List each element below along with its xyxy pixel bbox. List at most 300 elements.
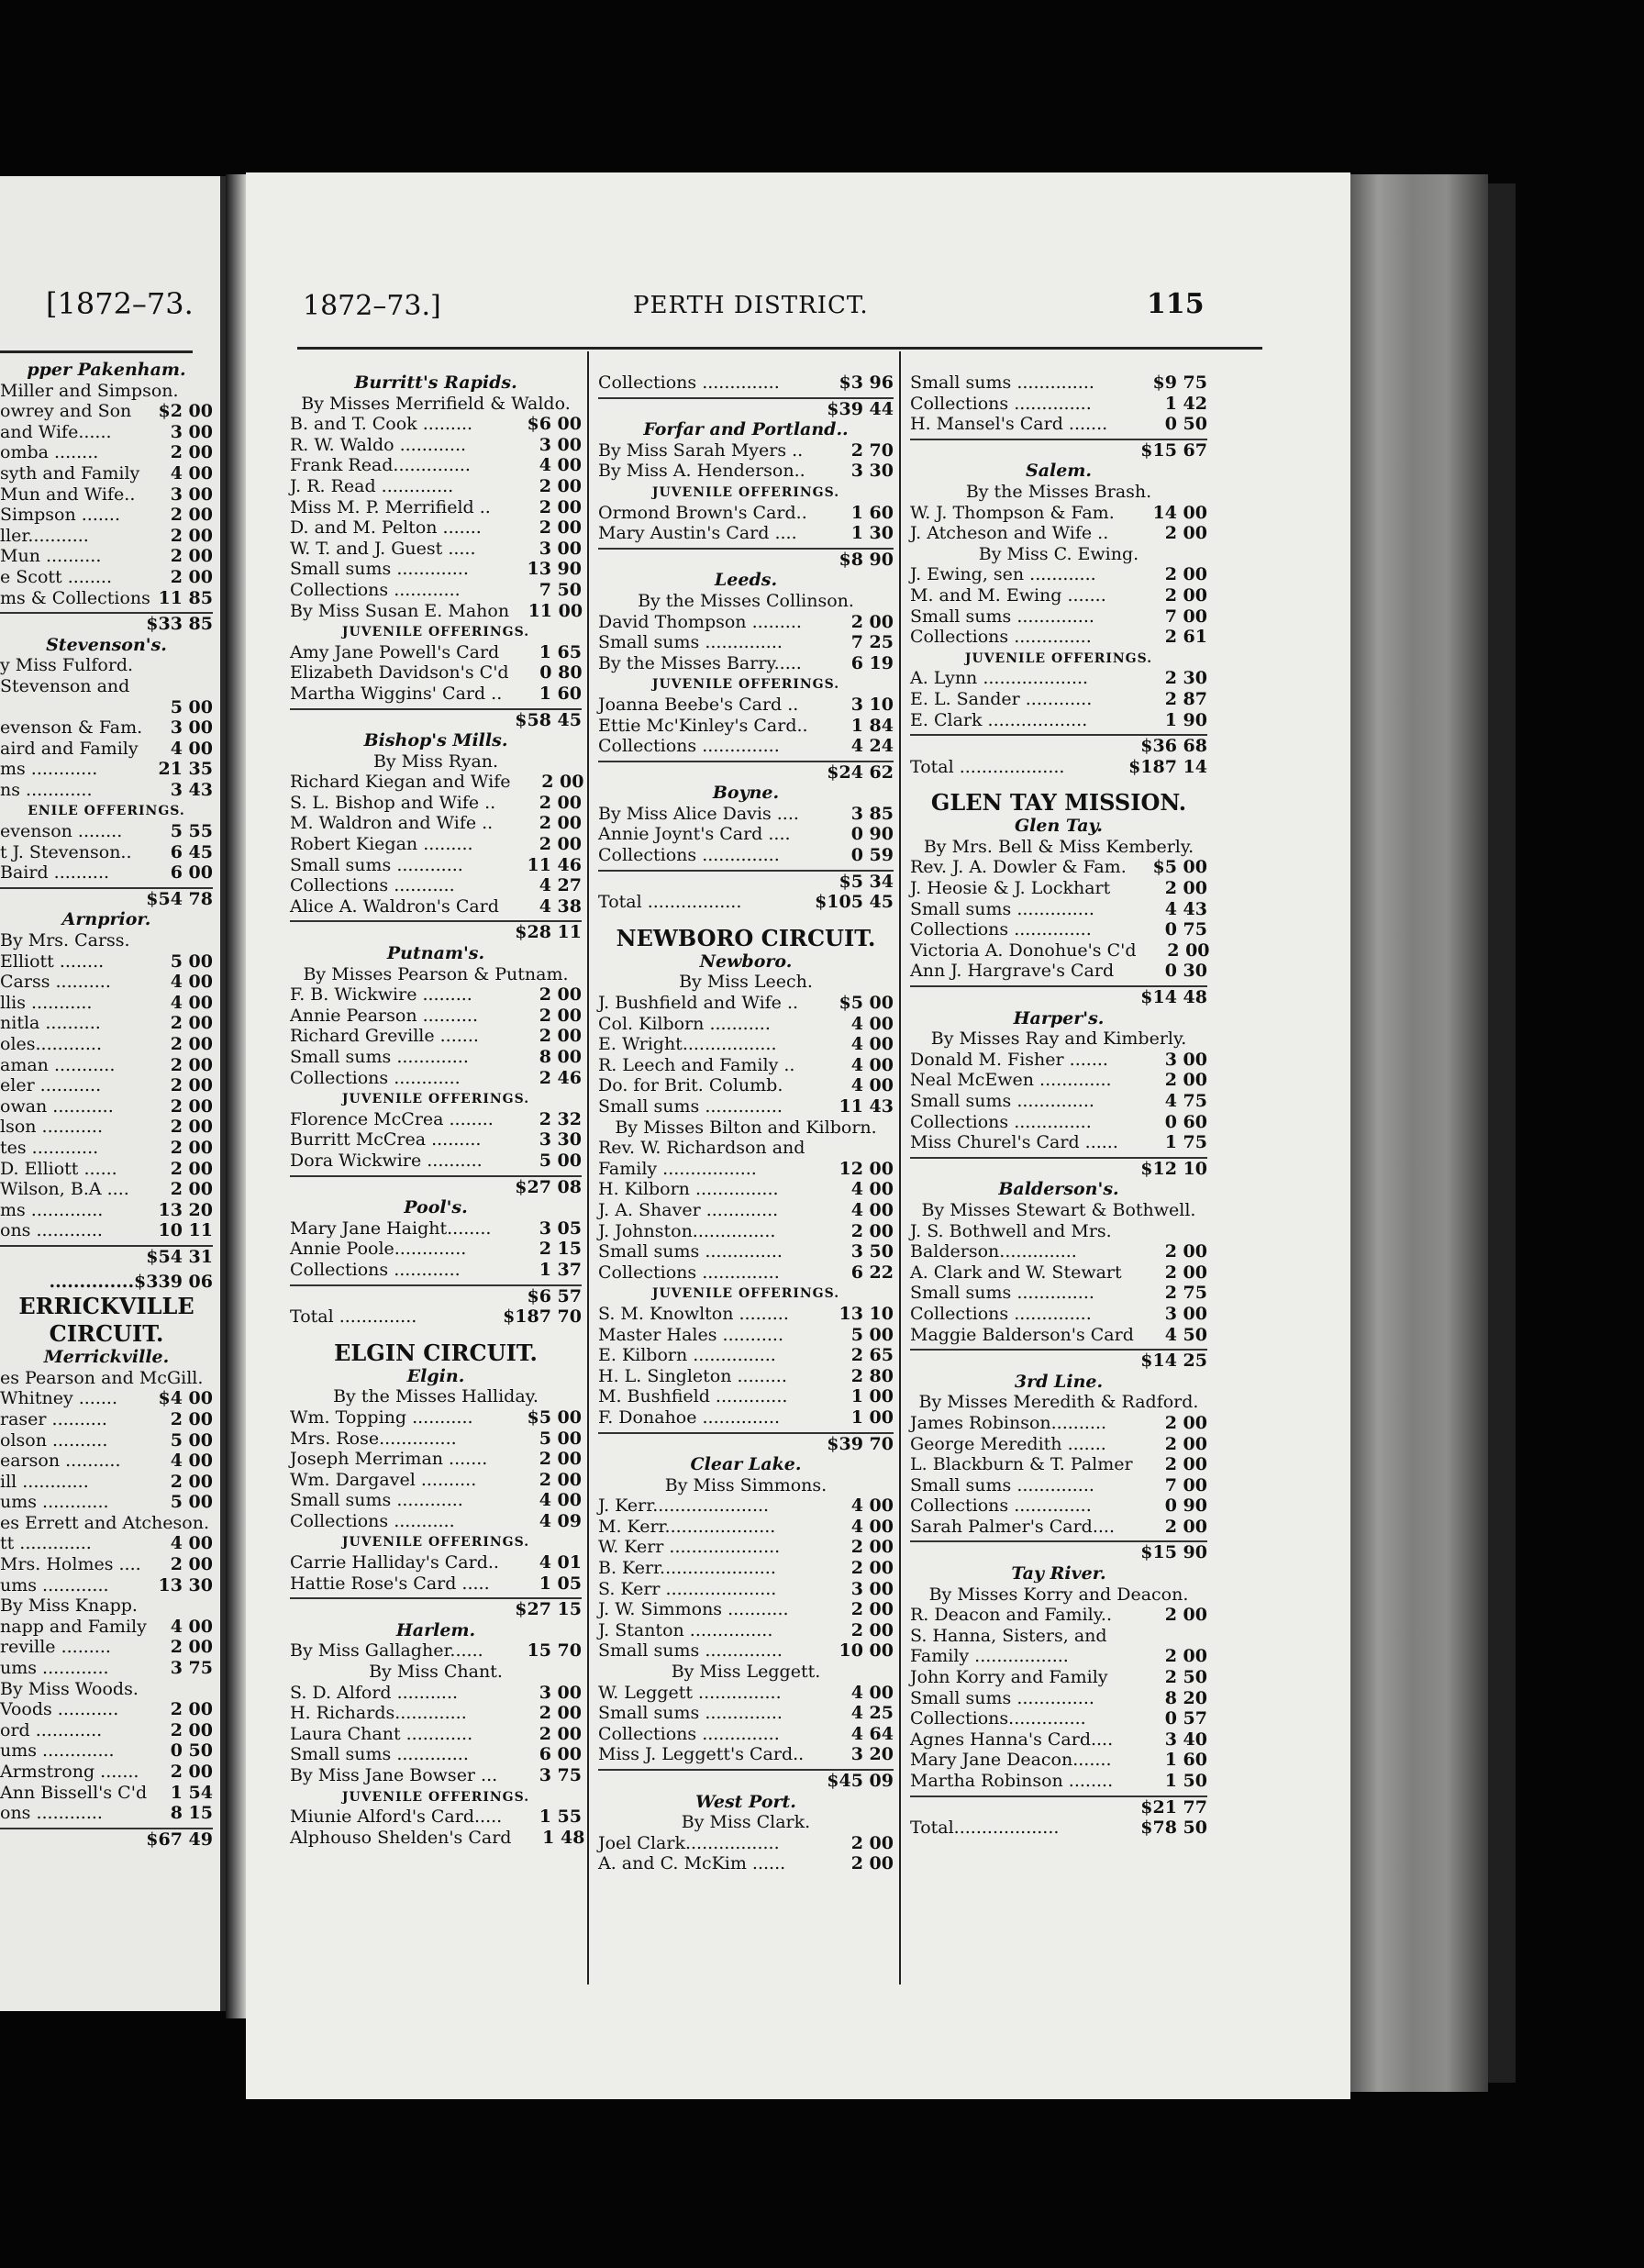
entry-row xyxy=(598,1517,894,1538)
entry-label: Miss J. Leggett's Card.. xyxy=(598,1744,805,1765)
entry-label: B. Kerr..................... xyxy=(598,1558,776,1579)
entry-amount: 3 30 xyxy=(539,1129,582,1151)
entry-row xyxy=(598,1241,894,1262)
entry-label: By Miss Susan E. Mahon xyxy=(290,600,510,621)
entry-label: Small sums .............. xyxy=(598,1703,783,1724)
entry-label: Miss Churel's Card ...... xyxy=(910,1132,1118,1153)
entry-amount: 0 90 xyxy=(850,824,894,845)
entry-label: J. Bushfield and Wife .. xyxy=(598,993,799,1014)
entry-label: Master Hales ........... xyxy=(598,1324,783,1345)
collector-line: By Misses Korry and Deacon. xyxy=(928,1584,1189,1605)
entry-row xyxy=(598,1014,894,1035)
entry-amount: 3 75 xyxy=(539,1765,582,1785)
entry-label: llis ........... xyxy=(0,992,93,1013)
entry-amount: 2 00 xyxy=(170,1699,213,1720)
entry-label: J. Heosie & J. Lockhart xyxy=(910,878,1111,899)
entry-row xyxy=(598,716,894,737)
entry-amount: $67 49 xyxy=(146,1829,213,1850)
entry-label: Mun and Wife.. xyxy=(0,484,136,505)
entry-row xyxy=(910,1750,1207,1771)
entry-label: Ann Bissell's C'd xyxy=(0,1782,148,1803)
entry-amount: $24 62 xyxy=(827,762,894,783)
entry-amount: 4 00 xyxy=(170,738,213,759)
circuit-heading: ELGIN CIRCUIT. xyxy=(334,1339,538,1366)
entry-row xyxy=(290,539,582,560)
entry-amount: 8 20 xyxy=(1164,1687,1207,1708)
juvenile-offerings-heading: JUVENILE OFFERINGS. xyxy=(651,1286,840,1302)
entry-row xyxy=(290,684,582,705)
juvenile-offerings-heading: JUVENILE OFFERINGS. xyxy=(341,1535,530,1551)
collector-line: By Miss C. Ewing. xyxy=(978,543,1139,564)
entry-amount: 2 00 xyxy=(1164,1433,1207,1454)
entry-amount: $105 45 xyxy=(815,892,894,913)
entry-label: ller........... xyxy=(0,525,89,546)
entry-label: Collections ............ xyxy=(290,579,461,600)
entry-row xyxy=(598,1853,894,1874)
entry-row xyxy=(290,559,582,580)
entry-label: E. Wright................. xyxy=(598,1034,777,1055)
entry-row xyxy=(0,842,213,863)
entry-amount: 7 00 xyxy=(1164,606,1207,627)
entry-amount: 3 00 xyxy=(850,1578,894,1599)
entry-row xyxy=(910,1605,1207,1626)
collector-line: By Miss Chant. xyxy=(369,1662,503,1683)
entry-label: Miunie Alford's Card..... xyxy=(290,1807,503,1828)
entry-label: Mary Jane Haight........ xyxy=(290,1217,492,1239)
entry-amount: 4 25 xyxy=(850,1703,894,1724)
entry-amount: 13 30 xyxy=(158,1574,213,1595)
entry-amount: 2 00 xyxy=(539,1026,582,1047)
entry-amount: 0 60 xyxy=(1164,1111,1207,1132)
entry-amount: 2 00 xyxy=(850,1558,894,1579)
entry-row xyxy=(910,1241,1207,1262)
entry-amount: 4 75 xyxy=(1164,1091,1207,1111)
entry-amount: 2 00 xyxy=(170,1158,213,1179)
entry-row xyxy=(598,612,894,633)
entry-amount: 1 05 xyxy=(539,1573,582,1594)
entry-amount: 5 00 xyxy=(170,696,213,717)
entry-amount: 3 00 xyxy=(170,484,213,505)
entry-label: ord ............ xyxy=(0,1719,103,1740)
entry-amount: 2 75 xyxy=(1164,1283,1207,1304)
page-title: PERTH DISTRICT. xyxy=(633,292,869,319)
entry-row xyxy=(910,1667,1207,1688)
entry-row xyxy=(0,1783,213,1804)
entry-label: Collections .............. xyxy=(910,919,1092,940)
entry-amount: 2 00 xyxy=(170,1637,213,1658)
entry-amount: $27 08 xyxy=(515,1176,582,1197)
entry-amount: 6 19 xyxy=(850,652,894,673)
entry-row xyxy=(598,372,894,394)
entry-label: E. Clark .................. xyxy=(910,709,1088,730)
entry-label: J. Johnston............... xyxy=(598,1220,776,1241)
entry-row xyxy=(0,1492,213,1513)
entry-row xyxy=(598,523,894,544)
subtotal-row xyxy=(598,1432,894,1455)
entry-amount: 1 30 xyxy=(850,523,894,544)
collector-line: By Misses Bilton and Kilborn. xyxy=(615,1117,877,1138)
entry-amount: 5 00 xyxy=(170,951,213,972)
entry-label: Balderson.............. xyxy=(910,1241,1077,1262)
entry-row xyxy=(910,1221,1207,1242)
entry-row xyxy=(910,1434,1207,1455)
subtotal-row xyxy=(910,734,1207,757)
section-heading: Forfar and Portland.. xyxy=(643,419,849,440)
entry-row xyxy=(290,984,582,1006)
entry-label: Florence McCrea ........ xyxy=(290,1108,494,1129)
entry-row xyxy=(0,1762,213,1783)
entry-row xyxy=(910,689,1207,710)
entry-amount: 11 43 xyxy=(839,1096,894,1117)
entry-amount: 0 75 xyxy=(1164,919,1207,940)
entry-amount: 3 40 xyxy=(1164,1729,1207,1750)
entry-row xyxy=(910,1413,1207,1434)
entry-label: ums ............ xyxy=(0,1574,109,1595)
entry-label: ms ............ xyxy=(0,759,98,780)
entry-amount: 2 00 xyxy=(1167,939,1210,961)
entry-label: By Miss Gallagher...... xyxy=(290,1640,483,1662)
entry-label: Col. Kilborn ........... xyxy=(598,1013,771,1034)
section-heading: Newboro. xyxy=(699,951,793,972)
entry-amount: 1 60 xyxy=(539,683,582,704)
entry-row xyxy=(0,1658,213,1679)
entry-amount: 4 50 xyxy=(1164,1324,1207,1345)
entry-label: F. Donahoe .............. xyxy=(598,1406,781,1428)
entry-amount: 5 00 xyxy=(170,1492,213,1513)
entry-row xyxy=(910,503,1207,524)
entry-label: Martha Robinson ........ xyxy=(910,1771,1114,1791)
entry-amount: $5 00 xyxy=(527,1406,582,1428)
entry-label: Small sums ............. xyxy=(290,1744,469,1765)
entry-amount: $187 70 xyxy=(503,1306,582,1328)
entry-row xyxy=(0,1699,213,1720)
entry-row xyxy=(0,505,213,526)
subtotal-row xyxy=(598,397,894,420)
entry-row xyxy=(910,1454,1207,1475)
entry-label: Baird .......... xyxy=(0,862,110,884)
entry-amount: 2 00 xyxy=(539,517,582,539)
entry-row xyxy=(290,1640,582,1662)
entry-amount: 4 00 xyxy=(170,1533,213,1554)
entry-row xyxy=(290,813,582,834)
entry-row xyxy=(0,1179,213,1200)
entry-label: Mary Austin's Card .... xyxy=(598,523,797,544)
entry-row xyxy=(0,759,213,780)
entry-row xyxy=(910,394,1207,415)
entry-row xyxy=(910,372,1207,394)
entry-label: omba ........ xyxy=(0,442,99,463)
entry-amount: $39 70 xyxy=(827,1433,894,1454)
entry-row xyxy=(598,503,894,524)
entry-row xyxy=(0,1472,213,1493)
entry-label: H. Mansel's Card ....... xyxy=(910,414,1108,435)
entry-row xyxy=(598,1579,894,1600)
entry-amount: 2 00 xyxy=(170,1054,213,1075)
entry-label: evenson ........ xyxy=(0,821,123,842)
entry-label: Total ................. xyxy=(598,892,742,913)
entry-label: Richard Greville ....... xyxy=(290,1026,479,1047)
entry-amount: 2 00 xyxy=(850,1619,894,1640)
column-divider-2 xyxy=(899,351,901,1984)
section-heading: Putnam's. xyxy=(386,943,485,964)
entry-amount: 3 00 xyxy=(539,538,582,559)
subtotal-row xyxy=(598,761,894,784)
entry-amount: 2 00 xyxy=(539,984,582,1006)
entry-amount: 2 00 xyxy=(170,1471,213,1492)
entry-label: E. Kilborn ............... xyxy=(598,1345,776,1366)
spacer xyxy=(290,1328,582,1339)
entry-label: Carss .......... xyxy=(0,972,111,993)
entry-row xyxy=(290,855,582,876)
entry-row xyxy=(0,1513,213,1534)
entry-label: J. Stanton ............... xyxy=(598,1619,773,1640)
entry-amount: 2 00 xyxy=(170,525,213,546)
entry-amount: 10 11 xyxy=(158,1220,213,1241)
collector-line: By Misses Stewart & Bothwell. xyxy=(921,1199,1196,1220)
juvenile-offerings-heading: JUVENILE OFFERINGS. xyxy=(964,650,1153,666)
entry-row xyxy=(0,1409,213,1430)
entry-row xyxy=(598,1055,894,1076)
entry-amount: $58 45 xyxy=(515,709,582,730)
entry-label: raser .......... xyxy=(0,1408,107,1429)
entry-amount: $28 11 xyxy=(515,922,582,943)
entry-label: H. Richards............. xyxy=(290,1703,467,1724)
entry-row xyxy=(910,1646,1207,1667)
entry-row xyxy=(290,1429,582,1450)
entry-amount: 4 64 xyxy=(850,1723,894,1744)
entry-row xyxy=(910,1262,1207,1284)
entry-row xyxy=(598,1138,894,1159)
entry-label: Wm. Dargavel .......... xyxy=(290,1469,477,1490)
page xyxy=(246,172,1350,2099)
entry-label: By Miss A. Henderson.. xyxy=(598,461,805,482)
entry-row xyxy=(598,1495,894,1517)
entry-amount: 4 09 xyxy=(539,1510,582,1531)
entry-amount: 8 00 xyxy=(539,1047,582,1067)
entry-label: W. T. and J. Guest ..... xyxy=(290,538,476,559)
book-cover-edge xyxy=(1488,183,1516,2083)
entry-amount: $6 00 xyxy=(527,414,582,435)
book-gutter xyxy=(226,174,246,2018)
entry-label: Victoria A. Donohue's C'd xyxy=(910,939,1137,961)
entry-label: Wilson, B.A .... xyxy=(0,1179,129,1200)
entry-amount: 2 00 xyxy=(170,546,213,567)
entry-row xyxy=(910,899,1207,920)
entry-row xyxy=(0,1138,213,1159)
entry-row xyxy=(290,1703,582,1724)
entry-amount: 3 20 xyxy=(850,1744,894,1765)
section-heading: Boyne. xyxy=(712,783,780,804)
subtotal-row xyxy=(290,1284,582,1307)
entry-label: D. and M. Pelton ....... xyxy=(290,517,482,539)
section-heading: Balderson's. xyxy=(998,1179,1119,1200)
entry-label: Rev. W. Richardson and xyxy=(598,1138,805,1159)
entry-amount xyxy=(1134,1626,1207,1647)
entry-amount: $36 68 xyxy=(1140,736,1207,757)
entry-amount: 2 00 xyxy=(170,1117,213,1138)
entry-amount: 4 00 xyxy=(539,1490,582,1511)
entry-label: Collections .............. xyxy=(910,1111,1092,1132)
entry-label: W. Kerr .................... xyxy=(598,1537,781,1558)
entry-row xyxy=(0,717,213,739)
entry-row xyxy=(598,440,894,461)
entry-label: A. Lynn ................... xyxy=(910,668,1089,689)
entry-row xyxy=(0,821,213,842)
subtotal-row xyxy=(598,548,894,571)
entry-amount: 4 00 xyxy=(170,972,213,993)
entry-label: aman ........... xyxy=(0,1054,116,1075)
entry-amount: 11 46 xyxy=(527,854,582,875)
entry-label: oles............ xyxy=(0,1034,102,1054)
entry-label: Agnes Hanna's Card.... xyxy=(910,1729,1114,1750)
entry-row xyxy=(290,476,582,497)
entry-amount: 2 65 xyxy=(850,1345,894,1366)
entry-amount: $9 75 xyxy=(1152,372,1207,393)
entry-label: ms & Collections xyxy=(0,587,150,608)
entry-label: Donald M. Fisher ....... xyxy=(910,1049,1108,1070)
entry-row xyxy=(0,1368,213,1389)
page-number: 115 xyxy=(1147,288,1205,320)
entry-row xyxy=(0,1554,213,1575)
entry-amount: 3 00 xyxy=(170,421,213,442)
entry-amount: 4 00 xyxy=(539,455,582,476)
entry-label: Mary Jane Deacon....... xyxy=(910,1750,1112,1771)
entry-amount: 0 57 xyxy=(1164,1708,1207,1729)
entry-amount: $54 31 xyxy=(146,1246,213,1267)
entry-row xyxy=(290,455,582,476)
entry-row xyxy=(290,517,582,539)
entry-amount: 2 61 xyxy=(1164,627,1207,648)
entry-row xyxy=(598,1200,894,1221)
entry-amount: $14 25 xyxy=(1140,1351,1207,1372)
entry-label: R. W. Waldo ............ xyxy=(290,434,467,455)
entry-label: Small sums ............ xyxy=(290,854,463,875)
entry-amount: 3 43 xyxy=(170,779,213,800)
entry-row xyxy=(290,1109,582,1130)
entry-row xyxy=(598,1345,894,1366)
entry-amount: 11 00 xyxy=(528,600,583,621)
entry-amount: 1 75 xyxy=(1164,1132,1207,1153)
entry-label: John Korry and Family xyxy=(910,1667,1108,1688)
section-heading: Harlem. xyxy=(395,1619,476,1640)
section-heading: Salem. xyxy=(1025,461,1093,482)
entry-amount: 4 00 xyxy=(850,1516,894,1537)
entry-row xyxy=(290,1006,582,1027)
entry-amount: 2 00 xyxy=(850,1537,894,1558)
entry-row xyxy=(598,1724,894,1745)
entry-amount: 1 60 xyxy=(850,502,894,523)
entry-row xyxy=(0,463,213,484)
entry-amount: $33 85 xyxy=(146,614,213,635)
entry-label: Annie Pearson .......... xyxy=(290,1005,479,1026)
entry-row xyxy=(0,1159,213,1180)
entry-amount: 2 00 xyxy=(541,772,584,793)
entry-row xyxy=(0,1430,213,1451)
entry-label: H. Kilborn ............... xyxy=(598,1179,779,1200)
entry-amount: $15 90 xyxy=(1140,1542,1207,1563)
entry-label: J. Atcheson and Wife .. xyxy=(910,523,1109,544)
entry-label: J. W. Simmons ........... xyxy=(598,1599,789,1620)
juvenile-offerings-heading: JUVENILE OFFERINGS. xyxy=(341,1789,530,1805)
entry-row xyxy=(0,993,213,1014)
entry-label: Ormond Brown's Card.. xyxy=(598,502,807,523)
subtotal-row xyxy=(290,1597,582,1620)
entry-amount: 4 00 xyxy=(850,1013,894,1034)
entry-row xyxy=(910,857,1207,878)
entry-amount: 4 43 xyxy=(1164,898,1207,919)
entry-amount: 1 55 xyxy=(539,1807,582,1828)
entry-label: By Miss Knapp. xyxy=(0,1595,138,1617)
entry-amount: 0 50 xyxy=(170,1740,213,1762)
entry-row xyxy=(290,1047,582,1068)
entry-row xyxy=(0,381,213,402)
entry-row xyxy=(598,824,894,845)
entry-label: Small sums .............. xyxy=(598,1640,783,1662)
entry-amount: $5 34 xyxy=(839,871,894,892)
entry-label: ons ............ xyxy=(0,1803,103,1824)
entry-amount: 0 80 xyxy=(539,662,583,684)
entry-label: George Meredith ....... xyxy=(910,1433,1106,1454)
entry-amount xyxy=(176,1679,213,1700)
subtotal-row xyxy=(910,1157,1207,1180)
entry-row xyxy=(290,1765,582,1786)
entry-amount xyxy=(1134,1221,1207,1242)
entry-amount: 5 00 xyxy=(850,1324,894,1345)
entry-row xyxy=(910,757,1207,778)
entry-amount: 4 00 xyxy=(850,1034,894,1055)
entry-label: Small sums .............. xyxy=(910,1687,1094,1708)
entry-label: Small sums .............. xyxy=(598,1241,783,1262)
entry-row xyxy=(0,972,213,993)
page-year: 1872–73.] xyxy=(303,290,441,322)
entry-amount: 2 00 xyxy=(170,566,213,587)
entry-row xyxy=(598,1558,894,1579)
entry-row xyxy=(598,892,894,913)
entry-amount: 2 00 xyxy=(1164,523,1207,544)
entry-amount: 2 00 xyxy=(539,475,582,496)
entry-label: Collections .............. xyxy=(598,1723,780,1744)
entry-label: Collections .............. xyxy=(598,845,780,866)
entry-row xyxy=(910,668,1207,689)
entry-row xyxy=(598,1386,894,1407)
entry-label: Simpson ....... xyxy=(0,505,121,526)
entry-amount: $3 96 xyxy=(839,372,894,393)
entry-row xyxy=(910,1626,1207,1647)
entry-row xyxy=(598,845,894,866)
entry-label: M. Kerr.................... xyxy=(598,1516,776,1537)
entry-row xyxy=(290,1239,582,1260)
entry-label: H. L. Singleton ......... xyxy=(598,1365,787,1386)
entry-row xyxy=(910,1729,1207,1751)
collector-line: By Miss Ryan. xyxy=(372,750,499,772)
entry-amount: 2 00 xyxy=(539,1449,582,1470)
entry-label: reville ......... xyxy=(0,1637,111,1658)
entry-label: Total................... xyxy=(910,1818,1060,1839)
entry-row xyxy=(0,780,213,801)
entry-row xyxy=(910,1304,1207,1325)
entry-amount: 3 10 xyxy=(850,694,894,715)
entry-label: Small sums .............. xyxy=(598,632,783,653)
entry-amount xyxy=(820,1138,894,1159)
entry-amount: 0 59 xyxy=(850,845,894,866)
entry-label: Collections ............ xyxy=(290,1259,461,1280)
circuit-heading: ERRICKVILLE xyxy=(18,1293,194,1320)
entry-amount: 3 00 xyxy=(1164,1303,1207,1324)
entry-amount: 15 70 xyxy=(527,1640,582,1662)
entry-label: Amy Jane Powell's Card xyxy=(290,641,500,662)
entry-row xyxy=(910,1708,1207,1729)
entry-row xyxy=(910,878,1207,899)
